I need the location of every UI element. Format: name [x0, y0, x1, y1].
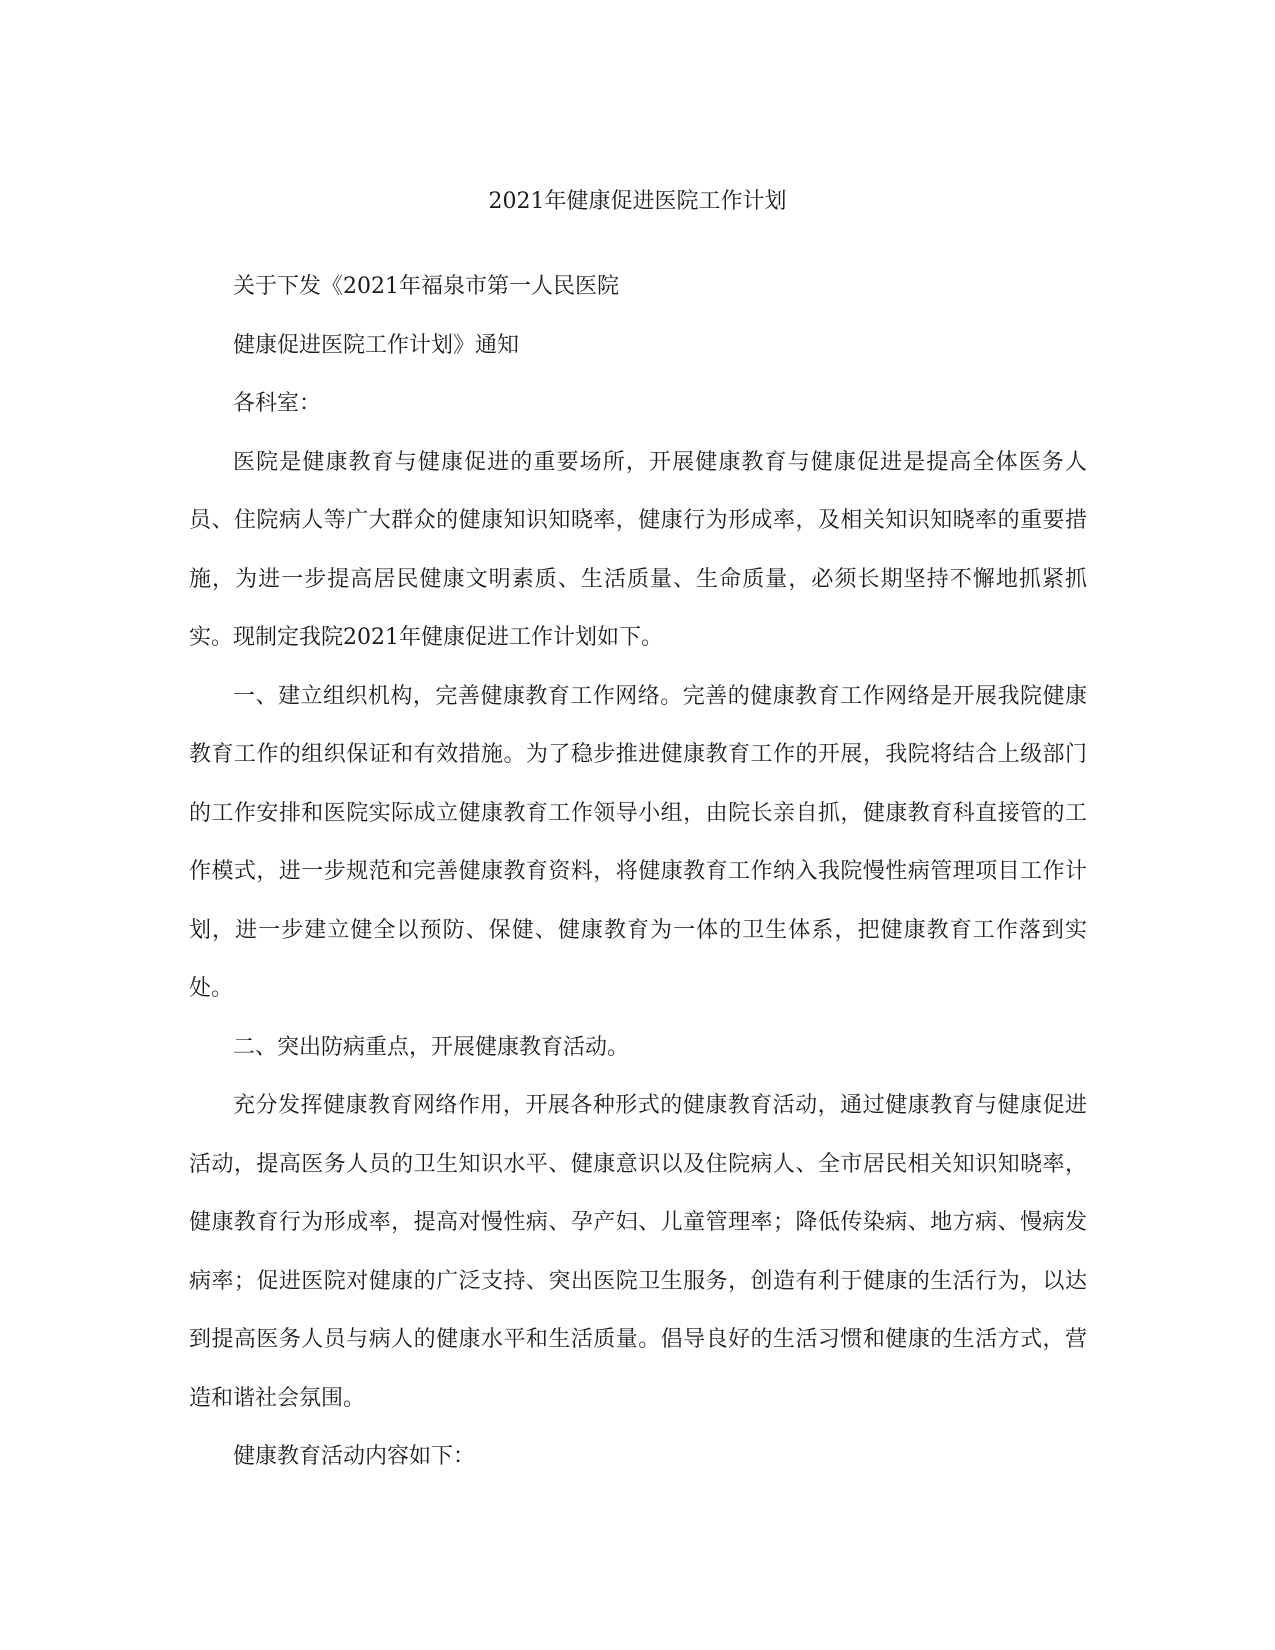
- notice-heading-line-2: 健康促进医院工作计划》通知: [233, 332, 520, 358]
- document-body: [189, 258, 1087, 1487]
- section-two-heading: 二、突出防病重点，开展健康教育活动。: [233, 1034, 630, 1060]
- section-one-paragraph: 一、建立组织机构，完善健康教育工作网络。完善的健康教育工作网络是开展我院健康教育工作的组织保证和有效措施。为了稳步推进健康教育工作的开展，我院将结合上级部门的工作安排和医院实际成立健康教育工作领导小组，由院长亲自抓，健康教育科直接管的工作模式，进一步规范和完善健康教育资料，将健康教育工作纳入我院慢性病管理项目工作计划，进一步建立健全以预防、保健、健康教育为一体的卫生体系，把健康教育工作落到实处。: [189, 683, 1087, 1001]
- notice-heading-line-1: 关于下发《2021年福泉市第一人民医院: [233, 274, 619, 299]
- document-title: 2021年健康促进医院工作计划: [488, 189, 787, 214]
- section-two-paragraph: 充分发挥健康教育网络作用，开展各种形式的健康教育活动，通过健康教育与健康促进活动，提高医务人员的卫生知识水平、健康意识以及住院病人、全市居民相关知识知晓率，健康教育行为形成率，提高对慢性病、孕产妇、儿童管理率；降低传染病、地方病、慢病发病率；促进医院对健康的广泛支持、突出医院卫生服务，创造有利于健康的生活行为，以达到提高医务人员与病人的健康水平和生活质量。倡导良好的生活习惯和健康的生活方式，营造和谐社会氛围。: [189, 1093, 1087, 1411]
- salutation: 各科室：: [233, 391, 322, 416]
- activities-lead-in: 健康教育活动内容如下：: [233, 1444, 476, 1469]
- intro-paragraph: 医院是健康教育与健康促进的重要场所，开展健康教育与健康促进是提高全体医务人员、住院病人等广大群众的健康知识知晓率，健康行为形成率，及相关知识知晓率的重要措施，为进一步提高居民健康文明素质、生活质量、生命质量，必须长期坚持不懈地抓紧抓实。现制定我院2021年健康促进工作计划如下。: [189, 449, 1087, 650]
